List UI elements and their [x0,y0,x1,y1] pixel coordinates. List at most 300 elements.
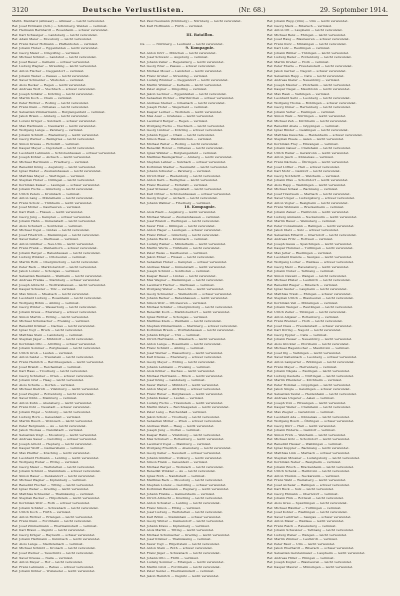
entry-line: Ref. Jakob Lorenz — Schongau — vermisst. [12,269,80,274]
entry-line: Ref. Korbinian Stadler — Neumarkt — leicht verwundet. [139,164,229,169]
entry-line: Ref. Karl Krause — Ebersberg — schwer verwundet. [139,355,222,360]
entry-line: Ref. Jakob Thomas — Nandlstadt — vermisst. [12,428,84,433]
entry-line: Ref. Leonhard Hofmann — Lenting — leicht verwundet. [12,455,100,460]
entry-line: Ref. Johann Becker — Babenhausen — leicht verwundet. [139,296,229,301]
entry-line: Ref. Andreas Weiß — Haag — leicht verwundet. [139,423,215,428]
entry-line: Ref. Martin Wimmer — Kelheim — leicht verwundet. [139,82,223,87]
entry-line: Ref. Johann Kaiser — Laufen — vermisst. [139,396,204,401]
entry-line: Ref. Alois Martin — Titting — leicht verwundet. [139,528,215,533]
entry-line: Ref. Andreas Fritz — Rottweil — vermisst. [267,237,334,242]
entry-line: Ref. Benedikt Krämer — Dachau — leicht verwundet. [12,323,96,328]
entry-line: Ref. Johann Kraus — Ebersberg — schwer verwundet. [12,310,97,314]
entry-line: Ref. Georg Mack — Biberach — vermisst. [267,23,333,28]
entry-line: Ref. Franz Xaver Hofmann — Pfaffenhofen — vermisst. [12,41,99,46]
entry-line: Ref. Stephan Becker — Hilpoltstein — leicht verwundet. [12,496,101,501]
entry-line: Ref. Sebastian Erhardt — Oberndorf — leicht verwundet. [267,232,357,237]
entry-line: Ref. Ulrich Hartmann — Miesbach — leicht verwundet. [139,337,227,342]
entry-line: Ref. Johann Huber — Eggenfelden — leicht verwundet. [12,46,99,51]
entry-line: Ref. Stephan Eisele — Aalen — leicht verwundet. [267,137,345,142]
entry-line: Ref. Sebastian Hepp — Calw — leicht verwundet. [267,73,345,78]
entry-line: Ref. Josef Class — Freudenstadt — schwer verwundet. [267,323,353,328]
entry-line: Ref. Josef Krämer — Thalmässing — vermisst. [139,537,212,542]
entry-line: Ref. Ludwig Horn — Geisenfeld — vermisst. [12,414,81,419]
entry-line: Ref. Sebastian Pichler — Pfarrkirchen — schwer verwundet. [139,96,235,101]
entry-line: Ref. Franz Simon — Etting — vermisst. [139,505,201,510]
entry-line: Ref. Anton Lamparter — Böblingen — leicht verwundet. [267,360,355,365]
entry-line: Ref. Simon Wolf — Ottobeuren — vermisst. [139,300,208,305]
entry-line: Ref. Joseph Albrecht — Wolfratshausen — leicht verwundet. [12,282,107,287]
entry-line: Ref. Matthias Baumgartner — Amberg — leicht verwundet. [139,155,233,160]
entry-line: Ref. Alois Grau — Spaichingen — leicht verwundet. [267,500,348,505]
entry-line: Ref. Johann Nuber — Tettnang — vermisst. [267,269,335,274]
entry-line: Ref. Johann Graf — Haag — leicht verwundet. [12,378,84,383]
entry-line: Ref. Franz Klein — Nittenau — leicht verwundet. [12,105,89,110]
entry-line: Ref. Ulrich Koch — Fürth — vermisst. [12,510,72,515]
entry-line: Ref. Simon Bauer — Denkendorf — leicht verwundet. [12,473,96,478]
entry-line: Ref. Martin Dreher — Horb — vermisst. [267,59,330,64]
entry-line: Ref. Michael Hagenlocher — Maulbronn — vermisst. [267,346,350,351]
entry-line: Ref. Michael Reiter — Roding — leicht verwundet. [139,141,219,146]
entry-line: Ref. Franz Lehmann — Rehau — schwer verwundet. [12,564,94,569]
entry-line: Ref. Simon Martin — Erding — leicht verwundet. [12,314,90,319]
entry-line: Ref. Joseph Hofer — Wegscheid — vermisst. [139,105,209,110]
entry-line: Ref. Kaspar Hahn — Vilsbiburg — leicht verwundet. [139,432,221,437]
entry-line: Ref. Max Simon — Miesbach — leicht verwundet. [12,291,90,296]
entry-line: Ref. Jakob Scholz — Trostberg — leicht verwundet. [139,414,220,419]
entry-line: Ref. Leonhard Kienzle — Saulgau — leicht verwundet. [267,255,353,260]
entry-line: Ref. Ignaz Richter — Schongau — vermisst. [139,314,208,319]
entry-line: Ref. Joseph Arnold — Hepberg — leicht verwundet. [12,441,93,446]
entry-line: Ref. Xaver Kühn — Mainburg — vermisst. [12,396,78,401]
entry-line: Ref. Benedikt Holzer — Nittenau — leicht verwundet. [139,146,224,151]
entry-line: Ref. Georg Winter — Denkendorf — leicht verwundet. [139,519,225,524]
entry-line: Ref. Xaver Kaltenbach — Leonberg — schwer verwundet. [267,355,358,360]
entry-line: Ref. Johann Wenger — Reutlingen — leicht verwundet. [267,305,353,310]
entry-line: Ref. Martin Koch — Cham — vermisst. [12,96,73,101]
entry-line: Ref. Josef Aicheler — Balingen — schwer verwundet. [267,482,350,487]
entry-line: Ref. Anton Vogler — Besigheim — leicht verwundet. [267,200,349,205]
entry-line: Ref. Franz Huber — Burghausen — leicht verwundet. [139,391,224,396]
entry-line: Ref. Max Pfeiffer — Kösching — leicht verwundet. [12,450,91,455]
entry-line: Ref. Ludwig Brunner — Deggendorf — leicht verwundet. [139,78,229,83]
entry-line: Ref. Xaver Vogt — Hilpoltstein — leicht verwundet. [139,541,220,546]
entry-line: Ref. Alois Schubert — Sonthofen — vermisst. [12,223,83,228]
entry-line: Ref. Wolfgang Friedrich — Abensberg — leicht verwundet. [139,446,232,451]
entry-line: Ref. Anton Schuster — Lenting — leicht verwundet. [139,500,221,505]
entry-line: Ref. Josef Illg — Vaihingen — leicht verwundet. [267,350,342,355]
entry-line: Ref. Josef Werner — Wasserburg — leicht verwundet. [139,350,224,355]
entry-line: Ref. Josef Schwarz — Augsburg — vermisst. [139,55,209,60]
entry-line: Ref. Simon Frank — Geisenfeld — vermisst. [139,460,209,465]
entry-line: Ref. Ulrich Schenk — Heilbronn — leicht verwundet. [267,469,350,474]
entry-line: Ref. Josef Brandl — Wertingen — leicht verwundet. [139,219,220,224]
entry-line: Ref. Benedikt Koch — Marktoberdorf — leicht verwundet. [139,310,231,314]
entry-line: Ref. Karl Hoffmann — Fürth — vermisst. [139,23,204,28]
entry-line: Ref. Martin Bauer — Weinsberg — vermisst. [267,219,337,224]
entry-line: Ref. Benedikt Abele — Göppingen — vermisst. [267,123,340,128]
entry-line: Ref. Michael Dietrich — Vilsbiburg — leicht verwundet. [12,387,100,392]
entry-line: Ref. Xaver Leibfried — Saulgau — schwer verwundet. [267,514,352,519]
entry-line: Ref. Anton Allgaier — Rottenburg — vermisst. [267,314,340,319]
entry-line: Ref. Leonhard Berger — Regen — vermisst. [139,119,209,124]
entry-line: Ref. Stephan Ulrich — Blaubeuren — leicht verwundet. [267,296,354,301]
entry-line: III. Bataillon. [186,32,214,37]
entry-line: Ref. Xaver Schneider — Vilshofen — vermisst. [12,78,85,83]
entry-line: Ref. Franz Pohl — Neustadt — schwer verwundet. [12,405,91,410]
entry-line: Ref. Alois Glöckler — Pforzheim — leicht verwundet. [267,341,350,346]
entry-line: Ref. Johann Weber — Passau — leicht verwundet. [12,73,90,78]
entry-line: Ref. Leonhard Ludwig — Rosenheim — leicht verwundet. [12,296,102,301]
entry-line: Ref. Michael Schumacher — Freising — vermisst. [12,319,90,324]
entry-line: Ref. Andreas Franke — Starnberg — schwer verwundet. [12,278,101,283]
entry-line: Ref. Josef Erdmann (Sch.) — Schönberg, Weiden — vermisst. [12,23,108,28]
entry-line: Ref. Karl Ortner — Schrobenhausen — schwer verwundet. [139,191,232,196]
entry-line: Ref. Johann Hackl — Krumbach — vermisst. [139,237,209,242]
entry-line: Ref. Johann Nägele — Esslingen — leicht verwundet. [267,369,351,374]
entry-line: Ref. Wolfgang Huber — Etting — vermisst. [12,460,80,465]
entry-line: Ref. Johann Schäfer — Schwabach — leicht verwundet. [12,505,99,510]
entry-line: Ref. Leonhard Ade — Künzelsau — leicht verwundet. [267,414,350,419]
entry-line: Ref. Kaspar Schuster — Tölz — vermisst. [12,287,77,292]
entry-line: Ref. Anton Maier — Waldsee — leicht verwundet. [267,519,345,524]
entry-line: Ref. Josef Bauer — Kelheim — schwer verwundet. [12,59,91,64]
entry-line: Ref. Ludwig Wagner — Straubing — leicht verwundet. [12,64,98,69]
entry-line: Ref. Kaspar Wolff — Gaimersheim — vermisst. [12,446,85,451]
entry-line: Ref. Johann Schmid — Stammham — schwer verwundet. [12,469,101,474]
entry-line: Ref. Martin Zimmer — Leutkirch — vermisst. [267,537,338,542]
entry-line: Ref. Franz Heinrich — Berchtesgaden — leicht verwundet. [12,360,105,365]
entry-line: Ref. Karl Döring — Nagold — leicht verwundet. [267,328,342,333]
entry-line: Ref. Ignaz Sauter — Laupheim — leicht verwundet. [267,287,348,292]
entry-line: Ref. Max Hartmann — Neumarkt — leicht verwundet. [12,123,97,128]
entry-line: Ref. Matthias Stein — Landsberg — vermisst. [12,332,84,337]
entry-line: Ref. Martin Wurm — Türkheim — leicht verwundet. [139,246,221,251]
entry-line: Ref. Anton Stein — Roth — schwer verwundet. [139,546,213,551]
entry-line: Ref. Anton Seidel — Traunstein — leicht verwundet. [12,355,94,360]
entry-line: Ref. Johann Vetter — Esslingen — vermisst. [267,109,336,114]
entry-line: Ref. Franz Schmitt — Aibling — vermisst. [139,346,205,351]
entry-line: Ref. Martin Roth — Obergünzburg — leicht verwundet. [12,259,99,264]
entry-line: Ref. Xaver Fink — Dillingen — leicht verwundet. [139,223,216,228]
entry-line: Ref. Stephan Mössner — Ludwigsburg — leicht verwundet. [267,455,360,460]
entry-line: Ref. Matthias Deuschle — Heidenheim — schwer verwundet. [267,132,363,137]
entry-line: Ref. Ulrich Zeller — Tübingen — leicht verwundet. [267,310,347,314]
entry-line: 10. Kompagnie. [184,205,216,210]
entry-line: Ref. Michael Herrmann — Friedberg — vermisst. [12,159,90,164]
entry-line: Ref. Ludwig Weber — Wangen — leicht verwundet. [267,532,348,537]
entry-line: Ref. Max Ziegler — Gerabronn — vermisst. [267,410,335,415]
entry-line: Ref. Kaspar Bauer — Lindau — leicht verwundet. [139,273,217,278]
entry-line: Ref. Georg Keller — Neustadt — schwer verwundet. [139,450,222,455]
entry-line: Ref. Ignaz Binder — Geislingen — leicht verwundet. [267,128,349,133]
entry-line: Ref. Benedikt Winkler — Au — leicht verwundet. [139,469,216,474]
entry-line: Ref. Johann Egger — Cham — leicht verwundet. [139,132,215,137]
entry-line: Ref. Korbinian Braun — Wolfratshausen — leicht verwundet. [139,328,235,333]
entry-line: Ref. Anton Lange — Rosenheim — leicht verwundet. [139,341,222,346]
entry-line: Ref. Stephan Huber — Dillingen — leicht verwundet. [12,178,95,183]
entry-line: Ref. Matthias Klein — Weilheim — leicht verwundet. [139,319,222,324]
entry-line: Ref. Leonhard Lehmann — Schrobenhausen — schwer verwundet. [12,150,117,155]
entry-line: Ref. Franz Widmann — Brackenheim — vermisst. [267,205,345,210]
entry-line: Ref. Franz Reich — Ravensburg — vermisst. [267,523,337,528]
issue-date: 29. September 1914. [319,6,388,14]
entry-line: Ref. Franz Frank — Weißenhorn — schwer verwundet. [12,246,98,251]
entry-line: Ref. Ludwig Fuchs — Traunstein — leicht verwundet. [139,400,224,405]
entry-line: Ref. Ulrich Groß — Laufen — vermisst. [12,350,74,355]
entry-line: Ref. Johann Rupp (Ulm) — Ulm — leicht verwundet. [267,19,349,23]
entry-line: Ref. Josef König — Landsberg — vermisst. [139,378,206,383]
entry-line: Ref. Andreas Kiefer — Neuenbürg — vermisst. [267,78,340,83]
entry-line: 9. Kompagnie. [185,46,215,51]
entry-line: Ref. Joseph Kugler — Blaubeuren — leicht verwundet. [267,560,352,565]
entry-line: Ref. Anton Dörr — München — leicht verwundet. [139,50,217,55]
entry-line: Ref. Benedikt Rieger — Biberach — vermisst. [267,282,339,287]
entry-line: Ref. Kaspar Leitner — Wolfstein — leicht verwundet. [139,109,223,114]
entry-line: Ref. Anton Jauch — Künzelsau — vermisst. [267,155,334,160]
entry-line: Ref. Martin Pfleiderer — Kirchheim — vermisst. [267,378,343,383]
entry-line: Ref. Anton Meyer — Hof — leicht verwundet. [12,560,83,565]
entry-line: Ref. Franz Brenner — Horb — leicht verwundet. [267,319,343,324]
entry-line: Ref. Ignaz Weber — Greding — leicht verwundet. [12,487,90,492]
entry-line: Ref. Max Schubert — Rottenburg — leicht verwundet. [139,437,225,442]
entry-line: Ref. Matthias Traub — Ehingen — schwer verwundet. [267,291,352,296]
entry-line: Ref. Johann Köhler — Wunsiedel — leicht verwundet. [12,569,96,574]
entry-line: Ref. Michael Moser — Landshut — leicht verwundet. [139,69,223,74]
entry-line: Ref. Jakob Dietz — Sulz — schwer verwundet. [267,228,339,233]
entry-line: Ref. Peter Weiss — Kaufbeuren — vermisst. [139,250,208,255]
page-number: 3120 [12,6,29,14]
entry-line: Ref. Ludwig Sommer — Erlangen — leicht verwundet. [139,560,225,565]
entry-line: Ref. Georg Kogler — Aichach — leicht verwundet. [139,196,218,201]
entry-line: Ref. Peter Richter — Roding — leicht verwundet. [12,100,89,105]
entry-line: Ref. Wolfgang Weber — Neu-Ulm — leicht verwundet. [139,287,225,292]
entry-line: Ref. Ludwig Rainer — Mindelheim — leicht verwundet. [139,241,227,246]
entry-line: Ref. Benedikt König — Augsburg — leicht verwundet. [12,164,97,169]
entry-line: Ref. Michael Vogel — Lindau — leicht verwundet. [12,228,90,233]
entry-line: Ref. Karl Weiß — Füssen — leicht verwundet. [12,209,84,214]
entry-line: Ref. Sebastian Voigt — Moosburg — leicht verwundet. [12,432,98,437]
entry-line: Ref. Franz Gruber — Straubing — vermisst. [139,73,209,78]
entry-line: Ref. Simon Haas — Waldmünchen — vermisst. [139,137,213,142]
entry-line: Ref. Korbinian Frey — Ellwangen — vermisst. [267,141,339,146]
entry-line: Ref. Peter Rommel — Göppingen — leicht verwundet. [267,382,352,387]
entry-line: Ref. Anton Ott — Laupheim — leicht verwundet. [267,28,343,33]
entry-line: Ref. Josef Friedrich — Memmingen — leicht verwundet. [12,232,100,237]
entry-line: Ref. Martin Groß — Forchheim — leicht verwundet. [139,564,221,569]
page-header [12,6,388,16]
entry-line: Ref. Alois Riedl — Augsburg — leicht verwundet. [139,209,217,214]
entry-line: Ref. Georg Eppler — Calw — vermisst. [267,332,328,337]
entry-line: Ref. Georg Ehmann — Oberndorf — vermisst. [267,491,339,496]
entry-line: Ref. Anton Hager — Lauingen — schwer verwundet. [139,228,222,233]
entry-line: Ref. Johann Schuster — Parsberg — vermisst. [139,169,212,174]
entry-line: Ref. Xaver Keller — Illertissen — vermisst. [12,237,79,242]
entry-line: Ref. Johann Fink — Rottweil — leicht verwundet. [267,496,344,501]
entry-line: Ref. Michael Schmitt — Kronach — leicht verwundet. [12,546,96,551]
entry-line: Lts. ..... — Nürnberg — Leutnant — leicht verwundet. [139,41,224,46]
entry-line: Ref. Joseph Maurer — Pforzheim — leicht verwundet. [267,82,351,87]
entry-line: Ref. Stephan Lorenz — Gerolfing — schwer verwundet. [139,482,227,487]
entry-line: Ref. Michael Berger — Wolnzach — leicht verwundet. [139,464,224,469]
entry-line: Ref. Karl Braun — Pegnitz — leicht verwundet. [12,528,86,533]
entry-line: Ref. Max Wagner — Memmingen — leicht verwundet. [139,278,224,283]
entry-line: Ref. Franz Pirker — Günzburg — leicht verwundet. [139,232,220,237]
entry-line: Ref. Max Auer — Grafenau — leicht verwundet. [139,114,215,119]
entry-line: Ref. Josef Werner — Teuschnitz — leicht verwundet. [12,550,94,555]
entry-line: Ref. Josef Trautwein — Marbach — leicht verwundet. [267,191,351,196]
entry-line: Ref. Michael Schmid — Landshut — leicht verwundet. [12,55,97,60]
entry-line: Ref. Simon Walz — Nürtingen — leicht verwundet. [267,114,347,119]
entry-line: Ref. Karl Schweiger — Landsberg — leicht verwundet. [12,32,98,37]
entry-line: Ref. Matthias Link — Marbach — schwer verwundet. [267,450,351,455]
entry-line: Matth. Menhard (Altmaar) — Altmaar — Leicht verwundet. [12,19,105,23]
entry-line: Ref. Simon Krause — Eichstätt — vermisst. [12,141,80,146]
entry-line: Ref. Ignaz Roth — Nandlstadt — vermisst. [139,473,206,478]
entry-line: Ref. Karl Buck — Sulz — leicht verwundet. [267,487,334,492]
entry-line: Ref. Karl Lutz — Reutlingen — vermisst. [267,46,331,51]
entry-line: Ref. Georg Dürr — Hall — leicht verwundet. [267,423,337,428]
entry-line: Ref. Johann Krüger — Tölz — vermisst. [139,332,201,337]
entry-line: Ref. Michael Schaal — Backnang — vermisst. [267,187,339,192]
entry-line: Ref. Johann Engel — Vohburg — leicht verwundet. [12,410,91,415]
entry-line: Ref. Joseph Schäfer — Kötzting — leicht verwundet. [12,91,94,96]
entry-line: Ref. Johann Fauser — Neuenbürg — leicht verwundet. [267,337,353,342]
entry-line: Ref. Benedikt Hauser — Waiblingen — vermisst. [267,441,343,446]
entry-line: Ref. Hermann Bernhardt — Rosenheim — schwer verwundet. [12,28,109,33]
entry-line: Ref. Jakob Eberhardt — Biberach — schwer verwundet. [267,546,355,551]
entry-line: Ref. Josef Zimmermann — Ebermannstadt — vermisst. [12,523,98,528]
entry-line: Ref. Peter Aigner — Dingolfing — vermisst. [139,87,208,92]
entry-line: Ref. Alois Köhler — Dachau — leicht verwundet. [139,369,216,374]
entry-line: Ref. Kaspar Hummel — Tuttlingen — leicht verwundet. [267,246,354,251]
entry-line: Ref. Johann Gaiser — Crailsheim — leicht verwundet. [267,146,351,151]
entry-line: Ref. Jakob Single — Geislingen — schwer verwundet. [267,387,351,392]
text-columns [12,19,388,578]
entry-line: Ref. Johann Lehmann — Freising — vermisst. [139,364,211,369]
entry-line: Ref. Joseph Jung — Dorfen — vermisst. [139,428,201,433]
entry-line: Ref. Georg Lindner — Kötzting — schwer verwundet. [139,128,223,133]
entry-line: Ref. Franz Wahl — Weinsberg — leicht verwundet. [267,478,347,483]
entry-line: Ref. Ulrich Heller — Gerabronn — leicht verwundet. [267,150,350,155]
publication-title: Deutsche Verlustlisten. [82,6,185,14]
entry-line: Ref. Michael Herrmann — Bruck — leicht verwundet. [139,373,224,378]
entry-line: Ref. Ludwig Bader — Rottenburg — leicht verwundet. [267,55,352,60]
entry-line: Ref. Wolfgang Bosch — Öhringen — schwer verwundet. [267,419,355,424]
entry-line: Ref. Ignaz Vogt — Bruck — leicht verwundet. [12,328,83,333]
entry-line: Ref. Ludwig Oesterle — Nürtingen — leicht verwundet. [267,373,354,378]
entry-line: Ref. Jakob Gerber — Nagold — schwer verwundet. [267,69,347,74]
entry-line: Ref. Max Raab — Vaihingen — vermisst. [267,91,331,96]
entry-line: Ref. Georg Schneider — Weißenhorn — schwer verwundet. [139,291,233,296]
entry-line: Ref. Alois Becker — Regen — leicht verwundet. [12,82,87,87]
entry-line: Ref. Johann Schweizer — Tettnang — leicht verwundet. [267,528,354,533]
entry-line: Ref. Sebastian Baumann — Weilheim — leicht verwundet. [12,273,103,278]
entry-line: Ref. Georg Krüger — Bayreuth — schwer verwundet. [12,532,96,537]
entry-line: Ref. Wolfgang Thoma — Böblingen — schwer verwundet. [267,100,357,105]
entry-line: Ref. Franz Kächele — Öhringen — leicht verwundet. [267,159,350,164]
entry-line: Ref. Benedikt Fischer — Titting — leicht verwundet. [12,482,95,487]
entry-line: Ref. Jakob Braun — Amberg — leicht verwundet. [12,114,89,119]
entry-line: Ref. Anton Kuhn — Abensberg — leicht verwundet. [12,400,93,405]
entry-line: Ref. Johann Sommer — Burghausen — leicht verwundet. [12,346,101,351]
entry-line: Ref. Karl Mohr — Gaildorf — leicht verwundet. [267,169,341,174]
entry-line: Ref. Peter Eberle — Freudenstadt — leicht verwundet. [267,64,353,69]
entry-line: Ref. Wolfgang Fuchs — Viechtach — leicht verwundet. [139,123,226,128]
entry-line: Ref. Josef Strasser — Ingolstadt — leicht verwundet. [139,187,223,192]
entry-line: Ref. Paul Neumann (Nürnberg) — Nürnberg — leicht verwundet. [139,19,242,23]
entry-line: Ref. Andreas Sauer — Gerolfing — schwer verwundet. [12,437,98,442]
entry-line: Ref. Karl Haas — Trostberg — leicht verwundet. [12,369,88,374]
entry-line: Ref. Adam Meier — Moosburg — leicht verwundet. [12,37,92,42]
entry-line: Ref. Matthias Schneider — Thalmässing — vermisst. [12,491,95,496]
entry-line: Ref. Anton Thumm — Neckarsulm — vermisst. [267,473,340,478]
entry-line: Ref. Wolfgang Lange — Parsberg — vermisst. [12,128,84,133]
entry-line: Ref. Franz Jäger — Schwabach — leicht verwundet. [139,550,221,555]
entry-line: Ref. Josef Ludwig — Wettstetten — leicht verwundet. [139,510,223,515]
entry-line: Ref. Michael Schumacher — Greding — leicht verwundet. [139,532,231,537]
entry-line: Ref. Alois Schulte — Dorfen — vermisst. [12,382,76,387]
entry-line: Ref. Michael Wagner — Kipfenberg — vermisst. [12,478,87,483]
entry-line: Ref. Karl Böhm — Stammham — schwer verwundet. [139,514,222,519]
entry-line: Ref. Ludwig Winkler — Ottobeuren — vermisst. [12,255,87,260]
entry-line: Ref. Georg Maier — Wettstetten — leicht verwundet. [12,464,95,469]
entry-line: Ref. Sebastian Gerstenmaier — Laupheim — leicht verwundet. [267,550,366,555]
entry-line: Ref. Joseph Gauss — Spaichingen — leicht verwundet. [267,241,353,246]
entry-line: Ref. Korbinian Otto — Altötting — schwer verwundet. [12,341,97,346]
entry-line: Ref. Johann Zeller — Regensburg — leicht verwundet. [139,59,225,64]
entry-line: Ref. Johann Franke — Gaimersheim — vermisst. [139,491,216,496]
entry-line: Ref. Peter Seidel — Ebermannstadt — vermisst. [139,569,215,574]
entry-line: Ref. Peter Conzelmann — Balingen — leicht verwundet. [267,223,355,228]
entry-line: Ref. Kaspar Maurer — Münsingen — leicht verwundet. [267,564,354,569]
entry-line: Ref. Andreas Wolf — Viechtach — schwer verwundet. [12,87,96,92]
entry-line: Ref. Georg Meyer — Erding — leicht verwundet. [139,360,216,365]
entry-line: Ref. Andreas Hiller — Ehingen — vermisst. [267,555,335,560]
entry-line: Ref. Matthias Beck — Moosburg — leicht verwundet. [139,478,223,483]
entry-line: Ref. Johann Otto — Fürth — vermisst. [139,555,199,560]
entry-line: Ref. Stephan Lehner — Sulzbach — schwer verwundet. [139,159,227,164]
entry-line: Ref. Leonhard Seitz — Leonberg — leicht verwundet. [267,96,351,101]
entry-line: Ref. Korbinian Kaiser — Lauingen — schwer verwundet. [12,182,101,187]
entry-line: Ref. Ignaz Winkler — Burglengenfeld — vermisst. [139,150,218,155]
entry-line: Ref. Korbinian Neher — Besigheim — vermisst. [267,460,342,465]
entry-line: Ref. Xaver Krause — Naila — vermisst. [12,555,74,560]
entry-line: Ref. Korbinian Wolf — Roth — schwer verwundet. [12,500,91,505]
entry-line: Ref. Ulrich Mair — Riedenburg — leicht verwundet. [139,173,221,178]
entry-line: Ref. Georg Maier — Dingolfing — vermisst. [12,50,80,55]
issue-number: (Nr. 68.) [238,6,266,14]
entry-line: Ref. Anton Lang — Mindelheim — leicht verwundet. [12,196,94,201]
entry-line: Ref. Martin Busch — Wolnzach — leicht verwundet. [12,419,94,424]
entry-line: Ref. Max Jetter — Riedlingen — vermisst. [267,250,333,255]
column-middle [140,19,261,578]
entry-line: Ref. Georg Winter — Wasserburg — leicht verwundet. [12,305,97,310]
entry-line: Ref. Sebastian Huber — Kempten — schwer verwundet. [139,259,228,264]
entry-line: Ref. Xaver Unger — Ludwigsburg — schwer verwundet. [267,196,355,201]
entry-line: Ref. Xaver Walter — Mühldorf — leicht verwundet. [139,382,220,387]
entry-line: Ref. Ignaz Walter — Zusmarshausen — leicht verwundet. [12,169,102,174]
entry-line: Ref. Jakob Lechner — Eggenfelden — leicht verwundet. [139,91,227,96]
entry-line: Ref. Johann Zaiser — Heilbronn — leicht verwundet. [267,209,350,214]
entry-line: Ref. Johann Schmitt — Riedenburg — leicht verwundet. [12,132,100,137]
entry-line: Ref. Stephan Jäger — Mühldorf — leicht verwundet. [12,337,94,342]
entry-line: Ref. Matthias Mayer — Wertingen — vermisst. [12,173,85,178]
entry-line: Ref. Jakob Ebner — Füssen — leicht verwundet. [139,255,215,260]
entry-line: Ref. Joseph Volz — Ellwangen — leicht verwundet. [267,400,347,405]
entry-line: Ref. Georg Nothdurft — Welzheim — vermisst. [267,173,341,178]
entry-line: Ref. Peter Bergmann — Au — leicht verwundet. [12,423,87,428]
entry-line: Ref. Kaspar Nagel — Maulbronn — leicht verwundet. [267,87,351,92]
